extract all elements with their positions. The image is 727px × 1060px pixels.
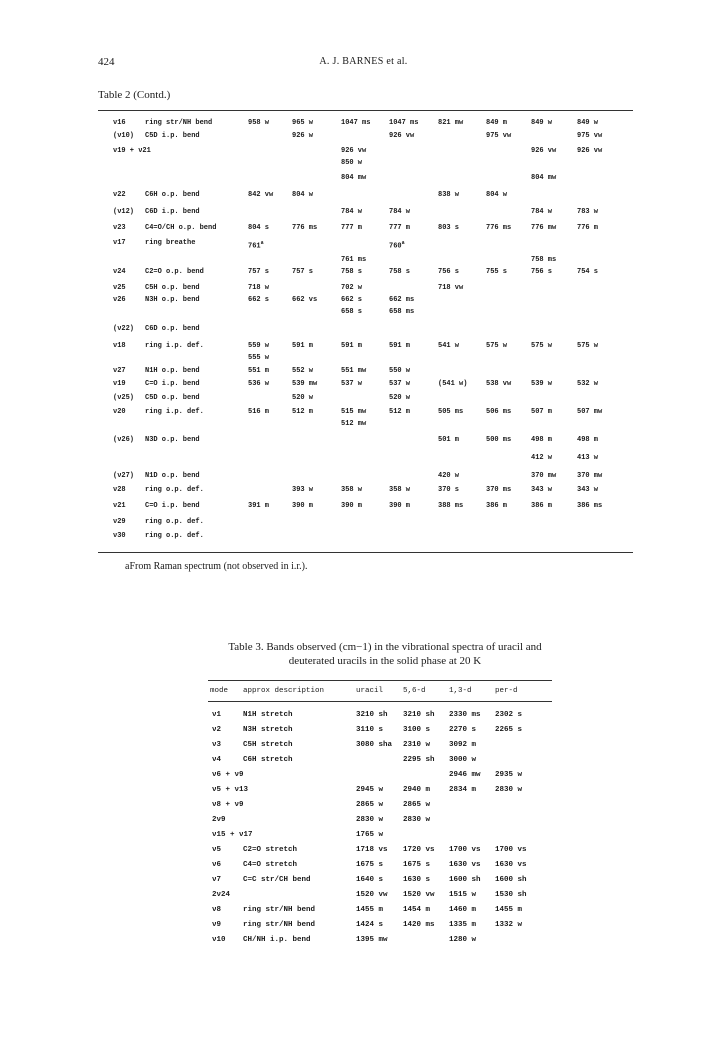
table2-row: [0, 452, 727, 464]
table2-row: [0, 206, 727, 218]
table3-cell-c3: 1600 sh: [449, 876, 481, 884]
table2-cell-c6: 975 vw: [486, 132, 512, 140]
table2-cell-c8: 575 w: [577, 342, 599, 350]
table2-cell-c3: 515 mw: [341, 408, 367, 416]
table2-row: [0, 378, 727, 390]
table3-cell-c4: 1630 vs: [495, 861, 527, 869]
table2-row: [0, 365, 727, 377]
table2-row: [0, 294, 727, 306]
table3-cell-c4: 1530 sh: [495, 891, 527, 899]
table3-cell-c1: 2945 w: [356, 786, 384, 794]
table2-cell-c8: 507 mw: [577, 408, 603, 416]
table3-cell-c4: 1600 sh: [495, 876, 527, 884]
table3-row: [0, 813, 727, 827]
table3-row: [0, 798, 727, 812]
table2-cell-desc: ring breathe: [145, 239, 196, 247]
table2-cell-c1: 559 w: [248, 342, 270, 350]
table2-cell-c8: 849 w: [577, 119, 599, 127]
table3-cell-c2: 1630 s: [403, 876, 431, 884]
table2-cell-c1: 551 m: [248, 367, 270, 375]
table2-cell-c4: 390 m: [389, 502, 411, 510]
table2-cell-c1: 958 w: [248, 119, 270, 127]
table2-cell-c3: 551 mw: [341, 367, 367, 375]
table3-cell-desc: ring str/NH bend: [243, 906, 316, 914]
table2-cell-mode: ν24: [113, 268, 126, 276]
table2-cell-c2: 539 mw: [292, 380, 318, 388]
table2-cell-c3: 926 vw: [341, 147, 367, 155]
table2-cell-mode: (ν26): [113, 436, 135, 444]
table2-footnote: aFrom Raman spectrum (not observed in i.r.).: [125, 561, 308, 572]
table2-cell-c7: 386 m: [531, 502, 553, 510]
table2-cell-desc: C6D i.p. bend: [145, 208, 200, 216]
table3-cell-c3: 2946 mw: [449, 771, 481, 779]
table2-cell-c4: 550 w: [389, 367, 411, 375]
table2-cell-c5: 501 m: [438, 436, 460, 444]
table2-cell-c7: 507 m: [531, 408, 553, 416]
table2-cell-c8: 926 vw: [577, 147, 603, 155]
table2-cell-c4: 512 m: [389, 408, 411, 416]
table2-cell-c3: 850 w: [341, 159, 363, 167]
table2-cell-c1: 842 vw: [248, 191, 274, 199]
table2-cell-c8: 975 vw: [577, 132, 603, 140]
table3-cell-desc: N1H stretch: [243, 711, 293, 719]
table2-cell-c7: 849 w: [531, 119, 553, 127]
table2-cell-c4: 760$^a$: [389, 240, 405, 251]
table2-cell-c3: 591 m: [341, 342, 363, 350]
table3-cell-c3: 1515 w: [449, 891, 477, 899]
table3-row: [0, 708, 727, 722]
table3-caption-line1: Table 3. Bands observed (cm−1) in the vibrational spectra of uracil and: [228, 641, 542, 653]
table2-cell-c4: 520 w: [389, 394, 411, 402]
table2-row: [0, 434, 727, 446]
table2-cell-desc: C5H o.p. bend: [145, 284, 200, 292]
table3-cell-c4: 1700 vs: [495, 846, 527, 854]
table3-cell-c2: 2830 w: [403, 816, 431, 824]
table3-cell-c3: 2270 s: [449, 726, 477, 734]
table3-cell-mode: ν10: [212, 936, 226, 944]
table3-caption-line2: deuterated uracils in the solid phase at 20 K: [288, 655, 482, 667]
table2-cell-c1: 536 w: [248, 380, 270, 388]
table3-row: [0, 858, 727, 872]
table3-cell-desc: C2=O stretch: [243, 846, 298, 854]
table2-cell-c6: 849 m: [486, 119, 508, 127]
table3-cell-c2: 2940 m: [403, 786, 431, 794]
table2-cell-c5: 838 w: [438, 191, 460, 199]
table3-cell-mode: ν9: [212, 921, 222, 929]
table2-cell-c6: 386 m: [486, 502, 508, 510]
table2-cell-mode: ν26: [113, 296, 126, 304]
table2-row: [0, 340, 727, 352]
table3-cell-c2: 1720 vs: [403, 846, 435, 854]
table2-cell-c8: 413 w: [577, 454, 599, 462]
table2-cell-c2: 512 m: [292, 408, 314, 416]
table2-cell-c1: 718 w: [248, 284, 270, 292]
table2-cell-c7: 776 mw: [531, 224, 557, 232]
table2-cell-c2: 757 s: [292, 268, 314, 276]
table3-top-rule: [208, 680, 552, 681]
table2-cell-c2: 965 w: [292, 119, 314, 127]
table3-cell-mode: ν1: [212, 711, 222, 719]
table2-cell-c5: 420 w: [438, 472, 460, 480]
table2-cell-c5: 821 mw: [438, 119, 464, 127]
table3-cell-mode: ν2: [212, 726, 222, 734]
table2-row: [0, 222, 727, 234]
table2-cell-desc: C2=O o.p. bend: [145, 268, 204, 276]
table2-cell-c3: 512 mw: [341, 420, 367, 428]
table3-cell-mode: ν7: [212, 876, 222, 884]
table3-cell-desc: C=C str/CH bend: [243, 876, 311, 884]
table2-cell-mode: (ν27): [113, 472, 135, 480]
table2-cell-c8: 498 m: [577, 436, 599, 444]
table3-header-description: approx description: [243, 687, 325, 695]
table2-cell-desc: ring o.p. def.: [145, 532, 204, 540]
table3-header-56d: 5,6-d: [403, 687, 426, 695]
table3-cell-mode: ν8 + ν9: [212, 801, 244, 809]
table2-cell-c3: 758 s: [341, 268, 363, 276]
table2-row: [0, 254, 727, 266]
table3-cell-c3: 1335 m: [449, 921, 477, 929]
table2-cell-mode: ν30: [113, 532, 126, 540]
table3-cell-c1: 3110 s: [356, 726, 384, 734]
table3-header-13d: 1,3-d: [449, 687, 472, 695]
table2-cell-c2: 393 w: [292, 486, 314, 494]
table2-cell-c4: 926 vw: [389, 132, 415, 140]
table3-cell-c3: 2834 m: [449, 786, 477, 794]
table2-cell-c6: 575 w: [486, 342, 508, 350]
table2-cell-c5: 370 s: [438, 486, 460, 494]
table2-cell-c2: 776 ms: [292, 224, 318, 232]
table3-header-mode: mode: [210, 687, 229, 695]
table2-row: [0, 237, 727, 249]
table2-cell-c8: 754 s: [577, 268, 599, 276]
table2-cell-c4: 658 ms: [389, 308, 415, 316]
table2-cell-c6: 755 s: [486, 268, 508, 276]
table2-cell-c3: 1047 ms: [341, 119, 371, 127]
table2-row: [0, 323, 727, 335]
table3-cell-mode: 2ν24: [212, 891, 231, 899]
table2-cell-c4: 1047 ms: [389, 119, 419, 127]
table3-cell-c1: 1718 vs: [356, 846, 388, 854]
table2-cell-mode: (ν12): [113, 208, 135, 216]
table2-cell-mode: ν27: [113, 367, 126, 375]
table2-cell-desc: C5D i.p. bend: [145, 132, 200, 140]
table3-cell-c3: 1700 vs: [449, 846, 481, 854]
table3-cell-c1: 1765 w: [356, 831, 384, 839]
table2-row: [0, 516, 727, 528]
table3-cell-c1: 1520 vw: [356, 891, 388, 899]
table2-cell-mode: ν18: [113, 342, 126, 350]
table3-cell-c4: 2935 w: [495, 771, 523, 779]
table3-cell-mode: 2ν9: [212, 816, 226, 824]
table2-cell-c7: 784 w: [531, 208, 553, 216]
table3-row: [0, 783, 727, 797]
table2-cell-c4: 784 w: [389, 208, 411, 216]
table2-row: [0, 470, 727, 482]
table3-cell-c1: 1395 mw: [356, 936, 388, 944]
table3-row: [0, 843, 727, 857]
table2-cell-c2: 804 w: [292, 191, 314, 199]
table2-cell-c2: 662 vs: [292, 296, 318, 304]
table3-cell-mode: ν6 + ν9: [212, 771, 244, 779]
table2-row: [0, 189, 727, 201]
table2-row: [0, 266, 727, 278]
table2-row: [0, 484, 727, 496]
table3-cell-c1: 1455 m: [356, 906, 384, 914]
table2-cell-c1: 761$^a$: [248, 240, 264, 251]
table2-row: [0, 172, 727, 184]
table2-cell-mode: ν19 + ν21: [113, 147, 151, 155]
table2-row: [0, 282, 727, 294]
table2-cell-desc: C6D o.p. bend: [145, 325, 200, 333]
table2-cell-c4: 358 w: [389, 486, 411, 494]
table2-row: [0, 418, 727, 430]
table3-cell-c2: 1420 ms: [403, 921, 435, 929]
table2-cell-mode: ν21: [113, 502, 126, 510]
table2-cell-desc: C5D o.p. bend: [145, 394, 200, 402]
table3-cell-c2: 1675 s: [403, 861, 431, 869]
table3-cell-mode: ν4: [212, 756, 222, 764]
table3-cell-c1: 2865 w: [356, 801, 384, 809]
table2-cell-c1: 804 s: [248, 224, 270, 232]
running-head: A. J. BARNES et al.: [319, 56, 408, 67]
table2-cell-c7: 412 w: [531, 454, 553, 462]
table2-cell-c7: 539 w: [531, 380, 553, 388]
table2-cell-c4: 777 m: [389, 224, 411, 232]
table3-cell-c3: 1460 m: [449, 906, 477, 914]
table2-cell-c5: 541 w: [438, 342, 460, 350]
table2-cell-c3: 358 w: [341, 486, 363, 494]
table3-cell-c1: 1424 s: [356, 921, 384, 929]
table2-cell-c6: 370 ms: [486, 486, 512, 494]
table2-cell-c3: 702 w: [341, 284, 363, 292]
table2-row: [0, 117, 727, 129]
table2-cell-mode: ν22: [113, 191, 126, 199]
table2-cell-desc: ring i.p. def.: [145, 408, 204, 416]
table2-cell-mode: (ν25): [113, 394, 135, 402]
table2-cell-c6: 776 ms: [486, 224, 512, 232]
table2-cell-mode: (ν10): [113, 132, 135, 140]
table3-cell-c2: 2865 w: [403, 801, 431, 809]
table2-cell-c1: 757 s: [248, 268, 270, 276]
table3-cell-c3: 3092 m: [449, 741, 477, 749]
table2-cell-c2: 926 w: [292, 132, 314, 140]
page-number: 424: [98, 56, 115, 68]
table2-cell-c3: 390 m: [341, 502, 363, 510]
table2-cell-c8: 343 w: [577, 486, 599, 494]
table2-cell-desc: C=O i.p. bend: [145, 380, 200, 388]
table3-cell-mode: ν5: [212, 846, 222, 854]
table2-cell-c2: 390 m: [292, 502, 314, 510]
table2-cell-mode: ν25: [113, 284, 126, 292]
table3-row: [0, 738, 727, 752]
table3-header-rule: [208, 701, 552, 702]
table3-cell-c2: 1454 m: [403, 906, 431, 914]
table3-row: [0, 933, 727, 947]
table3-caption: [200, 640, 570, 668]
table3-cell-c1: 2830 w: [356, 816, 384, 824]
table3-cell-c4: 2302 s: [495, 711, 523, 719]
table2-cell-desc: N1H o.p. bend: [145, 367, 200, 375]
table2-cell-c7: 926 vw: [531, 147, 557, 155]
table2-cell-c5: 388 ms: [438, 502, 464, 510]
table2-cell-c8: 386 ms: [577, 502, 603, 510]
table2-cell-c3: 662 s: [341, 296, 363, 304]
table2-cell-desc: C6H o.p. bend: [145, 191, 200, 199]
table3-cell-desc: C4=O stretch: [243, 861, 298, 869]
table2-row: [0, 145, 727, 157]
table3-cell-c4: 1455 m: [495, 906, 523, 914]
table2-row: [0, 392, 727, 404]
table2-cell-mode: ν20: [113, 408, 126, 416]
table2-top-rule: [98, 110, 633, 111]
table3-cell-mode: ν3: [212, 741, 222, 749]
table2-cell-c8: 776 m: [577, 224, 599, 232]
table2-cell-c7: 498 m: [531, 436, 553, 444]
table3-cell-c3: 2330 ms: [449, 711, 481, 719]
table3-row: [0, 888, 727, 902]
table2-cell-c7: 756 s: [531, 268, 553, 276]
table2-cell-c8: 370 mw: [577, 472, 603, 480]
table2-cell-desc: N3D o.p. bend: [145, 436, 200, 444]
table2-cell-c3: 537 w: [341, 380, 363, 388]
table3-header-uracil: uracil: [356, 687, 384, 695]
table2-cell-mode: (ν22): [113, 325, 135, 333]
table2-cell-c1: 555 w: [248, 354, 270, 362]
table3-cell-c2: 3100 s: [403, 726, 431, 734]
table3-cell-desc: CH/NH i.p. bend: [243, 936, 311, 944]
table3-row: [0, 723, 727, 737]
table2-cell-desc: ring i.p. def.: [145, 342, 204, 350]
table2-row: [0, 306, 727, 318]
table2-cell-c6: 538 vw: [486, 380, 512, 388]
table2-caption: Table 2 (Contd.): [98, 89, 171, 101]
table3-cell-desc: N3H stretch: [243, 726, 293, 734]
table2-cell-c5: 718 vw: [438, 284, 464, 292]
table2-cell-c5: (541 w): [438, 380, 468, 388]
table3-cell-c2: 2295 sh: [403, 756, 435, 764]
table2-cell-c2: 552 w: [292, 367, 314, 375]
table2-cell-desc: ring str/NH bend: [145, 119, 213, 127]
table2-cell-c3: 777 m: [341, 224, 363, 232]
table2-cell-c5: 756 s: [438, 268, 460, 276]
table2-cell-c3: 761 ms: [341, 256, 367, 264]
table3-cell-c2: 3210 sh: [403, 711, 435, 719]
table2-cell-mode: ν29: [113, 518, 126, 526]
table2-cell-desc: ring o.p. def.: [145, 518, 204, 526]
table2-cell-desc: N3H o.p. bend: [145, 296, 200, 304]
table3-cell-c3: 1630 vs: [449, 861, 481, 869]
table2-cell-c8: 783 w: [577, 208, 599, 216]
table2-cell-mode: ν23: [113, 224, 126, 232]
table2-cell-desc: N1D o.p. bend: [145, 472, 200, 480]
table2-cell-mode: ν17: [113, 239, 126, 247]
table2-cell-c6: 804 w: [486, 191, 508, 199]
table2-cell-c3: 658 s: [341, 308, 363, 316]
table2-cell-c7: 343 w: [531, 486, 553, 494]
table2-cell-c1: 516 m: [248, 408, 270, 416]
table3-cell-c4: 2265 s: [495, 726, 523, 734]
table2-row: [0, 352, 727, 364]
table3-cell-c4: 2830 w: [495, 786, 523, 794]
table2-cell-c4: 662 ms: [389, 296, 415, 304]
table2-cell-desc: C4=O/CH o.p. bend: [145, 224, 217, 232]
table3-row: [0, 828, 727, 842]
table2-cell-c8: 532 w: [577, 380, 599, 388]
table2-cell-desc: ring o.p. def.: [145, 486, 204, 494]
table3-row: [0, 873, 727, 887]
table3-cell-c2: 1520 vw: [403, 891, 435, 899]
table2-cell-c7: 758 ms: [531, 256, 557, 264]
table2-row: [0, 500, 727, 512]
table3-cell-c3: 3000 w: [449, 756, 477, 764]
table2-bottom-rule: [98, 552, 633, 553]
table3-cell-desc: C5H stretch: [243, 741, 293, 749]
table3-cell-c1: 1640 s: [356, 876, 384, 884]
table2-cell-c6: 506 ms: [486, 408, 512, 416]
table2-row: [0, 406, 727, 418]
table2-cell-c3: 784 w: [341, 208, 363, 216]
table3-cell-c1: 3080 sha: [356, 741, 393, 749]
table3-cell-mode: ν5 + ν13: [212, 786, 249, 794]
table3-cell-mode: ν6: [212, 861, 222, 869]
table3-cell-desc: C6H stretch: [243, 756, 293, 764]
table2-cell-c7: 370 mw: [531, 472, 557, 480]
table3-cell-c1: 3210 sh: [356, 711, 388, 719]
table2-cell-c6: 500 ms: [486, 436, 512, 444]
table2-cell-c2: 591 m: [292, 342, 314, 350]
table2-cell-c2: 520 w: [292, 394, 314, 402]
table3-cell-c1: 1675 s: [356, 861, 384, 869]
table3-cell-c2: 2310 w: [403, 741, 431, 749]
table3-row: [0, 918, 727, 932]
table2-cell-c4: 537 w: [389, 380, 411, 388]
table3-cell-mode: ν15 + ν17: [212, 831, 253, 839]
table3-cell-c4: 1332 w: [495, 921, 523, 929]
table3-cell-desc: ring str/NH bend: [243, 921, 316, 929]
table3-row: [0, 753, 727, 767]
table3-row: [0, 903, 727, 917]
table2-cell-c1: 391 m: [248, 502, 270, 510]
table2-cell-mode: ν28: [113, 486, 126, 494]
table2-row: [0, 530, 727, 542]
table2-cell-c4: 758 s: [389, 268, 411, 276]
table2-cell-c7: 804 mw: [531, 174, 557, 182]
table3-header-perd: per-d: [495, 687, 518, 695]
table2-cell-c5: 803 s: [438, 224, 460, 232]
table2-row: [0, 130, 727, 142]
table3-row: [0, 768, 727, 782]
table2-cell-c7: 575 w: [531, 342, 553, 350]
table2-cell-c3: 804 mw: [341, 174, 367, 182]
table2-cell-desc: C=O i.p. bend: [145, 502, 200, 510]
table2-cell-c5: 505 ms: [438, 408, 464, 416]
table2-row: [0, 157, 727, 169]
table2-cell-c4: 591 m: [389, 342, 411, 350]
table2-cell-c1: 662 s: [248, 296, 270, 304]
table3-cell-c3: 1280 w: [449, 936, 477, 944]
table2-cell-mode: ν19: [113, 380, 126, 388]
table2-cell-mode: ν16: [113, 119, 126, 127]
table3-cell-mode: ν8: [212, 906, 222, 914]
